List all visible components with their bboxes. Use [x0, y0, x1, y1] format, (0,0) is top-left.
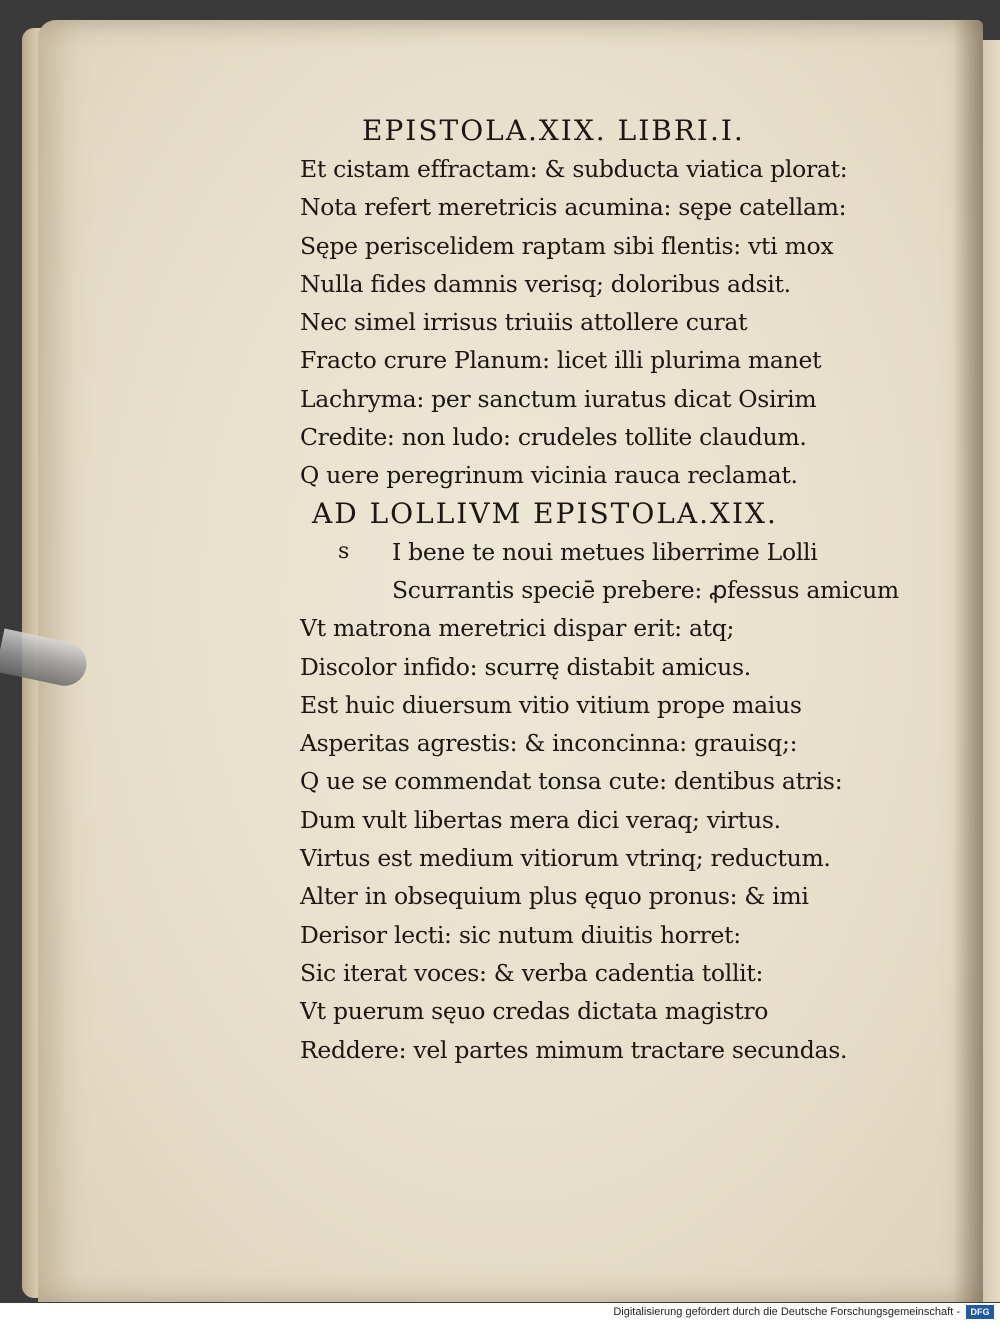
text-line: Vt puerum sęuo credas dictata magistro	[300, 997, 769, 1026]
text-line: Reddere: vel partes mimum tractare secundas.	[300, 1035, 848, 1064]
text-line: Scurrantis speciē prebere: ꝓfessus amicum	[392, 575, 899, 604]
text-line: Derisor lecti: sic nutum diuitis horret:	[300, 920, 741, 949]
running-heading: EPISTOLA.XIX. LIBRI.I.	[362, 114, 745, 147]
text-line: Asperitas agrestis: & inconcinna: grauisq;:	[300, 729, 798, 758]
text-line: Nulla fides damnis verisq; doloribus adsit.	[300, 269, 791, 298]
funding-credit: Digitalisierung gefördert durch die Deutsche Forschungsgemeinschaft -	[613, 1306, 960, 1318]
dfg-logo-icon: DFG	[966, 1305, 994, 1319]
text-line: Fracto crure Planum: licet illi plurima manet	[300, 346, 822, 375]
text-line: Discolor infido: scurrę distabit amicus.	[300, 652, 751, 681]
footer-bar	[0, 1303, 1000, 1323]
text-line-with-initial	[300, 533, 890, 571]
text-line: Sic iterat voces: & verba cadentia tollit:	[300, 958, 764, 987]
text-line: Dum vult libertas mera dici veraq; virtus.	[300, 805, 781, 834]
text-line: Q uere peregrinum vicinia rauca reclamat.	[300, 461, 798, 490]
text-line: Nota refert meretricis acumina: sępe catellam:	[300, 193, 847, 222]
text-line: Lachryma: per sanctum iuratus dicat Osirim	[300, 384, 817, 413]
text-line: Et cistam effractam: & subducta viatica plorat:	[300, 155, 848, 183]
page-gutter	[953, 20, 983, 1302]
text-line: Vt matrona meretrici dispar erit: atq;	[300, 614, 735, 643]
text-line: Est huic diuersum vitio vitium prope maius	[300, 690, 802, 719]
text-line: I bene te noui metues liberrime Lolli	[392, 537, 818, 566]
page-text	[300, 112, 899, 1069]
text-line: Q ue se commendat tonsa cute: dentibus atris:	[300, 767, 843, 796]
text-line: Credite: non ludo: crudeles tollite claudum.	[300, 423, 807, 452]
text-line: Alter in obsequium plus ęquo pronus: & imi	[300, 882, 809, 911]
epistle-heading: AD LOLLIVM EPISTOLA.XIX.	[312, 496, 778, 530]
guide-letter: s	[338, 538, 349, 564]
text-line: Sępe periscelidem raptam sibi flentis: vti mox	[300, 231, 834, 260]
text-line: Virtus est medium vitiorum vtrinq; reductum.	[300, 844, 831, 873]
text-line: Nec simel irrisus triuiis attollere curat	[300, 308, 748, 337]
